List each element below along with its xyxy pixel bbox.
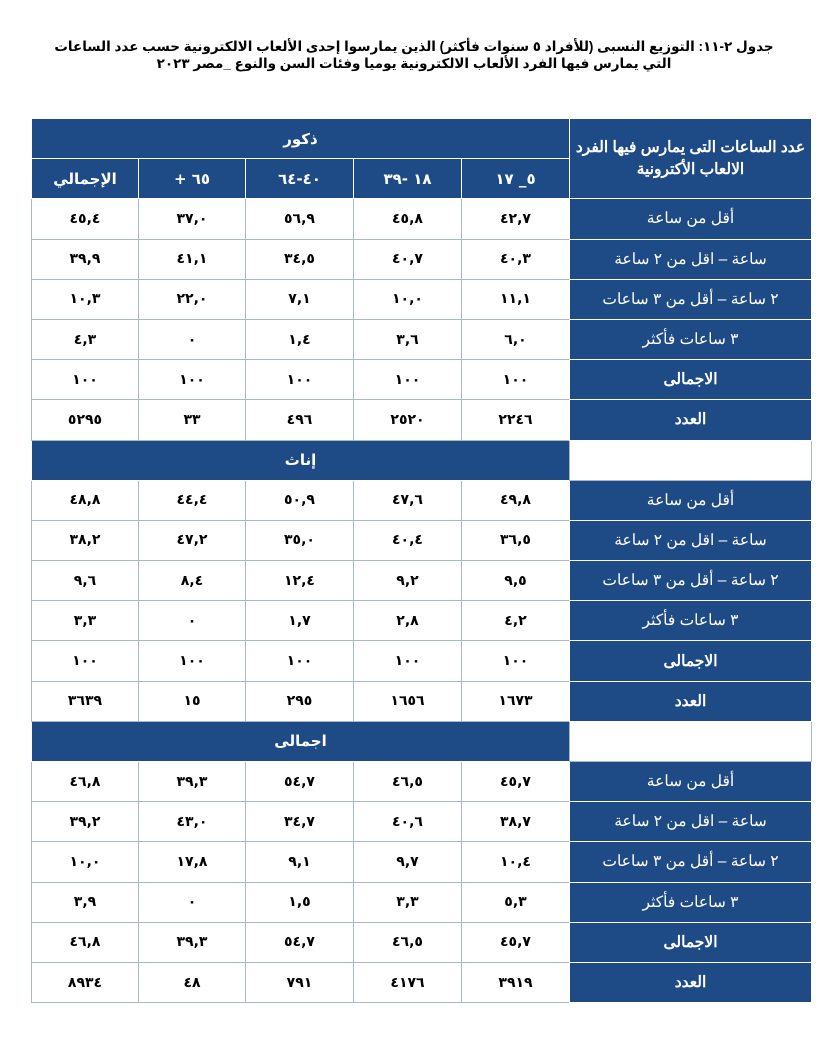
row-label: الاجمالى: [570, 360, 812, 400]
cell-value: ٩,٦: [73, 572, 97, 589]
cell-value: ٤٥,٤: [69, 210, 101, 227]
row-label: ٣ ساعات فأكثر: [570, 882, 812, 922]
table-cell: [462, 480, 570, 520]
band-spacer-cell: [570, 440, 812, 480]
cell-value: ١٠,٠: [69, 853, 101, 870]
cell-value: ٢٥٢٠: [390, 411, 425, 428]
cell-value: ١٠٠: [286, 653, 313, 670]
cell-value: ٤٧,٦: [392, 492, 423, 509]
table-cell: [246, 480, 354, 520]
cell-value: ١٠٠: [502, 653, 529, 670]
cell-value: ٤,٢: [504, 612, 527, 629]
table-row: [32, 601, 812, 641]
table-cell: [462, 239, 570, 279]
table-cell: [462, 520, 570, 560]
cell-value: ٤٣,٠: [176, 813, 208, 830]
table-cell: [462, 842, 570, 882]
cell-value: ١٠,٣: [69, 291, 101, 308]
cell-value: ١٦٧٣: [498, 693, 533, 710]
cell-value: ٤٦,٨: [69, 934, 101, 951]
table-cell: [462, 802, 570, 842]
cell-value: ٥٠,٩: [284, 492, 315, 509]
column-header: ٦٥ +: [139, 159, 246, 199]
table-cell: [462, 962, 570, 1002]
row-label: أقل من ساعة: [570, 762, 812, 802]
table-cell: [32, 641, 139, 681]
cell-value: ١٧,٨: [176, 853, 208, 870]
table-cell: [32, 601, 139, 641]
table-cell: [354, 922, 462, 962]
table-cell: [354, 360, 462, 400]
cell-value: ٥٢٩٥: [67, 411, 103, 428]
cell-value: ٤٩٦: [286, 411, 313, 428]
table-cell: [462, 641, 570, 681]
section-band-row: [32, 440, 812, 480]
table-row: [32, 922, 812, 962]
cell-value: ١,٥: [288, 894, 311, 911]
table-cell: [462, 400, 570, 440]
table-row: [32, 561, 812, 601]
table-cell: [139, 561, 246, 601]
cell-value: ٨,٤: [180, 572, 204, 589]
table-cell: [462, 681, 570, 721]
table-cell: [354, 601, 462, 641]
table-cell: [354, 480, 462, 520]
cell-value: ٤٨,٨: [69, 492, 101, 509]
table-cell: [246, 962, 354, 1002]
table-cell: [139, 802, 246, 842]
table-cell: [246, 561, 354, 601]
cell-value: ٤٢,٧: [500, 210, 531, 227]
cell-value: ١٥: [183, 693, 201, 710]
row-label: أقل من ساعة: [570, 480, 812, 520]
cell-value: ٤٥,٧: [500, 934, 531, 951]
cell-value: ٣٩,٢: [69, 813, 101, 830]
cell-value: ٢٩٥: [286, 693, 313, 710]
cell-value: ١٠٠: [179, 653, 205, 670]
table-cell: [32, 922, 139, 962]
section-title: إناث: [32, 440, 570, 480]
table-cell: [139, 601, 246, 641]
table-cell: [139, 239, 246, 279]
cell-value: ٩,٢: [396, 572, 419, 589]
cell-value: ٣,٦: [396, 331, 419, 348]
corner-header: عدد الساعات التى يمارس فيها الفرد الالعاب الأكترونية: [570, 119, 812, 199]
table-cell: [139, 360, 246, 400]
cell-value: ٤٥,٨: [392, 210, 423, 227]
table-title: [20, 38, 808, 72]
cell-value: ١٠٠: [72, 371, 98, 388]
table-cell: [354, 762, 462, 802]
cell-value: ٣٩,٣: [176, 934, 208, 951]
table-cell: [462, 762, 570, 802]
cell-value: ٣٩,٩: [69, 251, 101, 268]
cell-value: ٣,٣: [396, 894, 419, 911]
table-row: [32, 882, 812, 922]
table-cell: [354, 962, 462, 1002]
cell-value: ٤٧,٢: [176, 532, 208, 549]
cell-value: ٧٩١: [286, 974, 313, 991]
cell-value: ٨٩٣٤: [67, 974, 103, 991]
title-line-1: جدول ٢-١١: التوزيع النسبى (للأفراد ٥ سنوات فأكثر) الذين يمارسوا إحدى الألعاب الالكترونية حسب عدد الساعات: [54, 39, 774, 54]
cell-value: ٣٦,٥: [500, 532, 531, 549]
column-header: ٤٠-٦٤: [246, 159, 354, 199]
section-band-row: [32, 721, 812, 761]
row-label: أقل من ساعة: [570, 199, 812, 239]
cell-value: ٩,٥: [504, 572, 527, 589]
cell-value: ١٠,٤: [500, 853, 531, 870]
cell-value: ٣٨,٧: [500, 813, 531, 830]
table-cell: [462, 199, 570, 239]
cell-value: ١٠٠: [502, 371, 529, 388]
cell-value: ١٠٠: [286, 371, 313, 388]
table-cell: [354, 842, 462, 882]
row-label: ٢ ساعة – أقل من ٣ ساعات: [570, 842, 812, 882]
cell-value: ٤٤,٤: [176, 492, 208, 509]
table-row: [32, 762, 812, 802]
table-cell: [32, 561, 139, 601]
table-row: [32, 199, 812, 239]
table-cell: [139, 319, 246, 359]
table-cell: [354, 239, 462, 279]
cell-value: ٤٠,٦: [392, 813, 423, 830]
table-cell: [462, 360, 570, 400]
row-label: العدد: [570, 400, 812, 440]
table-row: [32, 319, 812, 359]
table-cell: [246, 922, 354, 962]
cell-value: ٤٠,٣: [500, 251, 531, 268]
table-cell: [246, 802, 354, 842]
section-title: ذكور: [32, 119, 570, 159]
table-row: [32, 681, 812, 721]
table-cell: [139, 641, 246, 681]
data-table: [31, 118, 812, 1003]
cell-value: ١,٤: [288, 331, 311, 348]
table-cell: [139, 882, 246, 922]
cell-value: ١٦٥٦: [390, 693, 425, 710]
table-cell: [32, 360, 139, 400]
cell-value: ٤١,١: [176, 251, 208, 268]
row-label: ساعة – اقل من ٢ ساعة: [570, 802, 812, 842]
cell-value: ١,٧: [288, 612, 311, 629]
table-cell: [32, 239, 139, 279]
table-cell: [354, 400, 462, 440]
table-cell: [139, 520, 246, 560]
cell-value: ٣٤,٥: [284, 251, 315, 268]
table-cell: [32, 279, 139, 319]
row-label: الاجمالى: [570, 641, 812, 681]
table-cell: [354, 279, 462, 319]
cell-value: ١٠,٠: [392, 291, 423, 308]
table-row: [32, 962, 812, 1002]
table-row: [32, 520, 812, 560]
table-row: [32, 842, 812, 882]
cell-value: ٣,٩: [73, 894, 97, 911]
cell-value: ٤٦,٥: [392, 773, 423, 790]
table-cell: [32, 520, 139, 560]
table-cell: [32, 842, 139, 882]
table-cell: [246, 360, 354, 400]
cell-value: ٩,٧: [396, 853, 419, 870]
table-cell: [32, 319, 139, 359]
table-cell: [139, 922, 246, 962]
cell-value: ١٠٠: [394, 653, 421, 670]
cell-value: ٤٦,٥: [392, 934, 423, 951]
table-cell: [246, 641, 354, 681]
table-cell: [32, 681, 139, 721]
table-body: [32, 119, 812, 1003]
cell-value: ٢,٨: [396, 612, 419, 629]
table-cell: [32, 400, 139, 440]
column-header: الإجمالي: [32, 159, 139, 199]
cell-value: ٩,١: [288, 853, 311, 870]
table-cell: [246, 601, 354, 641]
column-header: ١٨ -٣٩: [354, 159, 462, 199]
table-row: [32, 239, 812, 279]
row-label: العدد: [570, 681, 812, 721]
cell-value: ٥٤,٧: [284, 773, 315, 790]
cell-value: ٥,٣: [504, 894, 527, 911]
cell-value: ٣٨,٢: [69, 532, 101, 549]
table-cell: [32, 882, 139, 922]
table-row: [32, 400, 812, 440]
table-cell: [32, 962, 139, 1002]
row-label: ٣ ساعات فأكثر: [570, 319, 812, 359]
row-label: ٢ ساعة – أقل من ٣ ساعات: [570, 279, 812, 319]
table-row: [32, 480, 812, 520]
cell-value: ٣٩١٩: [498, 974, 533, 991]
table-cell: [354, 561, 462, 601]
table-cell: [32, 802, 139, 842]
table-cell: [246, 279, 354, 319]
table-cell: [462, 922, 570, 962]
table-cell: [139, 480, 246, 520]
table-cell: [139, 279, 246, 319]
table-cell: [246, 239, 354, 279]
table-cell: [462, 279, 570, 319]
row-label: ٣ ساعات فأكثر: [570, 601, 812, 641]
cell-value: ٢٢,٠: [176, 291, 208, 308]
row-label: ٢ ساعة – أقل من ٣ ساعات: [570, 561, 812, 601]
cell-value: ٧,١: [288, 291, 311, 308]
cell-value: ١٠٠: [394, 371, 421, 388]
table-cell: [462, 561, 570, 601]
cell-value: ١٢,٤: [284, 572, 315, 589]
table-row: [32, 279, 812, 319]
table-cell: [462, 882, 570, 922]
band-spacer-cell: [570, 721, 812, 761]
row-label: ساعة – اقل من ٢ ساعة: [570, 239, 812, 279]
cell-value: ٢٢٤٦: [498, 411, 533, 428]
cell-value: ٥٤,٧: [284, 934, 315, 951]
table-cell: [354, 802, 462, 842]
table-cell: [354, 520, 462, 560]
cell-value: ١١,١: [500, 291, 531, 308]
table-cell: [246, 681, 354, 721]
table-cell: [32, 762, 139, 802]
cell-value: ٤١٧٦: [390, 974, 425, 991]
cell-value: ٤٨: [183, 974, 201, 991]
section-title: اجمالى: [32, 721, 570, 761]
table-cell: [246, 400, 354, 440]
table-cell: [462, 601, 570, 641]
cell-value: ٤٩,٨: [500, 492, 531, 509]
cell-value: ٣٥,٠: [284, 532, 315, 549]
table-cell: [139, 199, 246, 239]
table-cell: [246, 842, 354, 882]
cell-value: ٦,٠: [504, 331, 527, 348]
cell-value: ٤٠,٧: [392, 251, 423, 268]
table-cell: [139, 842, 246, 882]
cell-value: ٤٥,٧: [500, 773, 531, 790]
table-cell: [246, 520, 354, 560]
cell-value: ٣٧,٠: [176, 210, 208, 227]
table-cell: [462, 319, 570, 359]
table-row: [32, 641, 812, 681]
section-band-row: [32, 119, 812, 159]
cell-value: ٥٦,٩: [284, 210, 315, 227]
row-label: الاجمالى: [570, 922, 812, 962]
table-row: [32, 360, 812, 400]
column-header: ٥_ ١٧: [462, 159, 570, 199]
cell-value: ٤٠,٤: [392, 532, 423, 549]
cell-value: ٤,٣: [73, 331, 97, 348]
table-cell: [139, 681, 246, 721]
table-cell: [354, 319, 462, 359]
cell-value: ٠: [187, 894, 197, 911]
cell-value: ٠: [187, 612, 197, 629]
table-row: [32, 802, 812, 842]
cell-value: ٤٦,٨: [69, 773, 101, 790]
table-cell: [32, 199, 139, 239]
table-cell: [354, 199, 462, 239]
table-cell: [246, 762, 354, 802]
cell-value: ٣٦٣٩: [67, 693, 103, 710]
table-cell: [246, 882, 354, 922]
table-cell: [32, 480, 139, 520]
table-cell: [246, 199, 354, 239]
table-cell: [246, 319, 354, 359]
table-cell: [139, 962, 246, 1002]
title-line-2: التي يمارس فيها الفرد الألعاب الالكترونية يوميا وفئات السن والنوع _مصر ٢٠٢٣: [156, 56, 672, 71]
table-cell: [139, 400, 246, 440]
cell-value: ٠: [187, 331, 197, 348]
cell-value: ١٠٠: [72, 653, 98, 670]
table-cell: [139, 762, 246, 802]
table-cell: [354, 681, 462, 721]
cell-value: ٣٩,٣: [176, 773, 208, 790]
table-cell: [354, 882, 462, 922]
cell-value: ٣٣: [183, 411, 201, 428]
row-label: ساعة – اقل من ٢ ساعة: [570, 520, 812, 560]
cell-value: ٣,٣: [73, 612, 97, 629]
table-cell: [354, 641, 462, 681]
cell-value: ١٠٠: [179, 371, 205, 388]
row-label: العدد: [570, 962, 812, 1002]
cell-value: ٣٤,٧: [284, 813, 315, 830]
